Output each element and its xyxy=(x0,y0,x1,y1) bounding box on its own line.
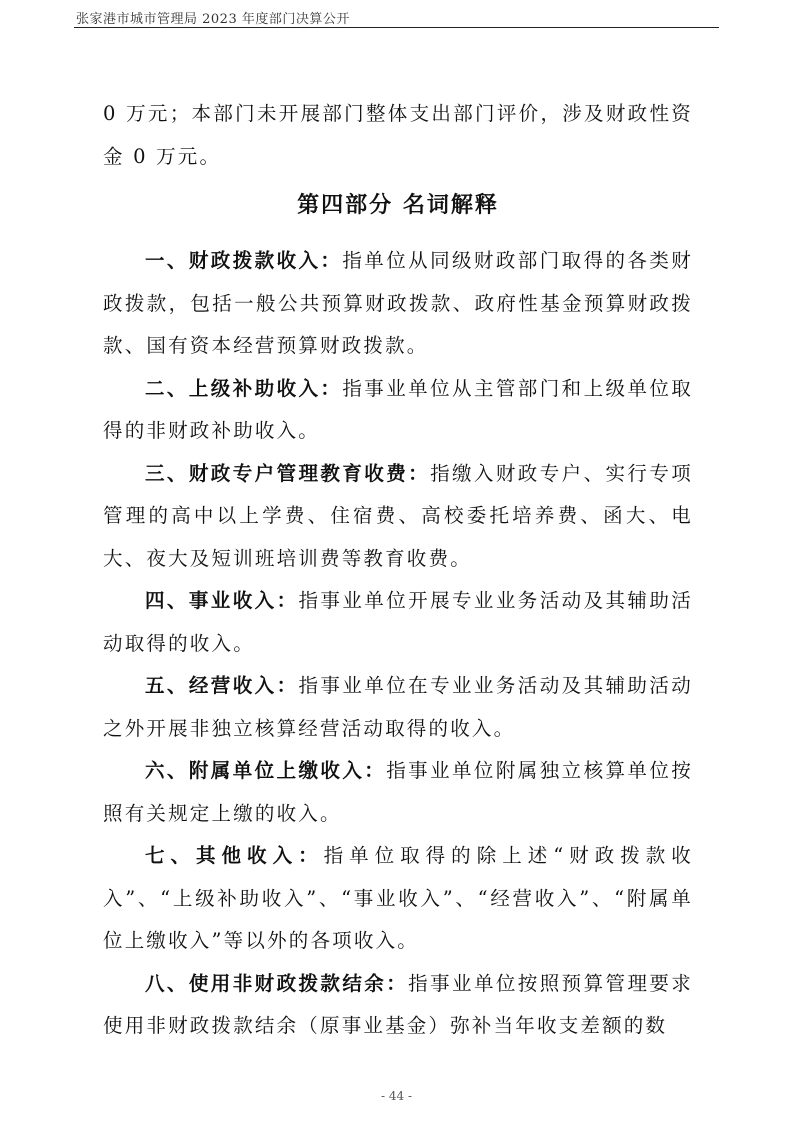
definition-term: 五、经营收入： xyxy=(145,674,299,697)
section-title: 第四部分 名词解释 xyxy=(297,193,499,218)
definition-term: 六、附属单位上缴收入： xyxy=(145,759,387,782)
page-header: 张家港市城市管理局 2023 年度部门决算公开 xyxy=(76,12,350,27)
definition-paragraph xyxy=(103,835,693,963)
definition-term: 二、上级补助收入： xyxy=(145,376,343,400)
definition-term: 八、使用非财政拨款结余： xyxy=(145,971,409,995)
definition-paragraph xyxy=(103,750,693,835)
page-number: - 44 - xyxy=(380,1089,412,1103)
definition-paragraph xyxy=(103,453,693,581)
definition-text: 指单位从同级财政部门取得的各类财政拨款，包括一般公共预算财政拨款、政府性基金预算财政拨款、国有资本经营预算财政拨款。 xyxy=(103,249,693,357)
definition-text: 指事业单位附属独立核算单位按照有关规定上缴的收入。 xyxy=(103,759,693,825)
definition-term: 七、其他收入： xyxy=(145,844,324,867)
document-body xyxy=(103,93,693,1048)
definition-term: 一、财政拨款收入： xyxy=(145,249,343,272)
intro-paragraph: 0 万元；本部门未开展部门整体支出部门评价，涉及财政性资金 0 万元。 xyxy=(103,102,693,168)
definition-text: 指缴入财政专户、实行专项管理的高中以上学费、住宿费、高校委托培养费、函大、电大、夜大及短训班培训费等教育收费。 xyxy=(103,461,693,570)
definition-text: 指单位取得的除上述“财政拨款收入”、“上级补助收入”、“事业收入”、“经营收入”、“附属单位上缴收入”等以外的各项收入。 xyxy=(103,844,693,952)
definition-term: 四、事业收入： xyxy=(145,589,299,612)
definition-paragraph xyxy=(103,963,693,1048)
definition-text: 指事业单位在专业业务活动及其辅助活动之外开展非独立核算经营活动取得的收入。 xyxy=(103,674,693,740)
definition-term: 三、财政专户管理教育收费： xyxy=(145,461,431,485)
header-divider xyxy=(74,27,719,28)
definition-paragraph xyxy=(103,580,693,665)
definition-paragraph xyxy=(103,240,693,368)
definition-text: 指事业单位从主管部门和上级单位取得的非财政补助收入。 xyxy=(103,376,693,442)
definition-text: 指事业单位开展专业业务活动及其辅助活动取得的收入。 xyxy=(103,589,693,655)
definition-text: 指事业单位按照预算管理要求使用非财政拨款结余（原事业基金）弥补当年收支差额的数 xyxy=(103,971,693,1037)
definition-paragraph xyxy=(103,368,693,453)
definition-paragraph xyxy=(103,665,693,750)
